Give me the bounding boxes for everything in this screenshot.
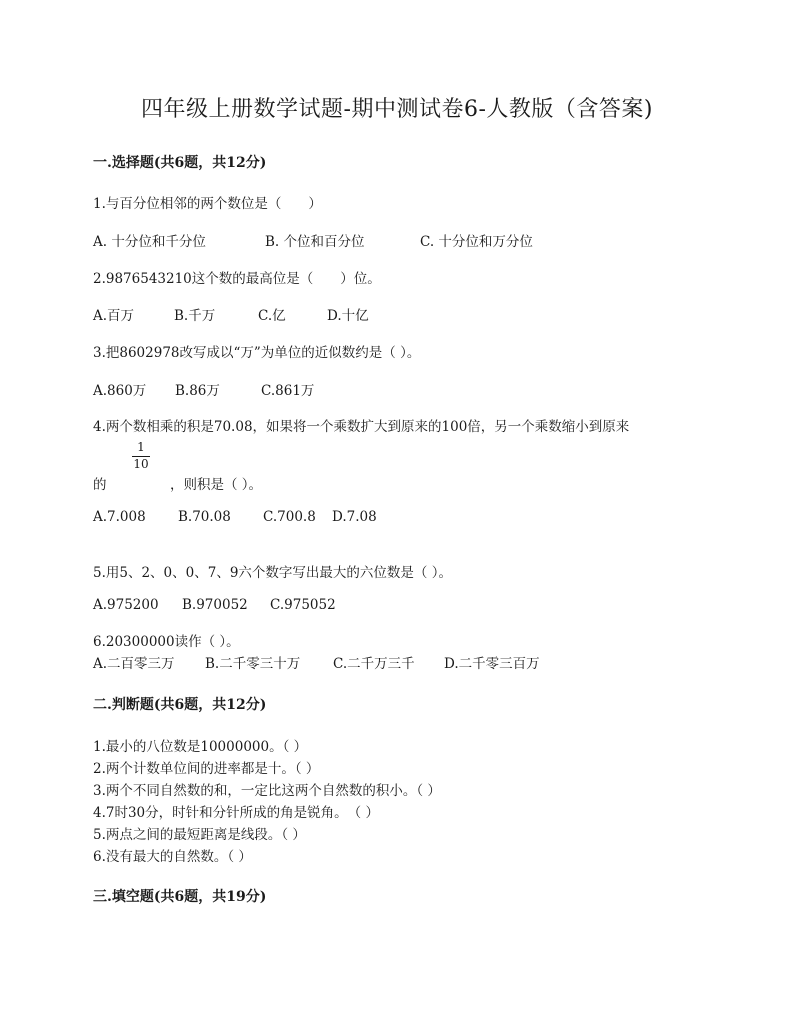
question-1-options [93,230,533,250]
option-d: D.7.08 [332,509,377,525]
option-c: C.700.8 [263,509,316,525]
question-2-stem: 2.9876543210这个数的最高位是（ ）位。 [93,271,381,287]
question-5-options [93,597,336,613]
section-heading-judgment: 二.判断题(共6题，共12分) [93,697,267,713]
option-a: A.7.008 [93,509,146,525]
option-b: B.70.08 [178,509,231,525]
option-a: A.二百零三万 [93,656,175,672]
section-heading-choice: 一.选择题(共6题，共12分) [93,155,267,171]
fraction-one-tenth: $\frac{1}{10}$ [133,440,149,471]
judgment-item: 4.7时30分，时针和分针所成的角是锐角。 （ ） [93,805,379,821]
option-c: C.975052 [270,597,336,613]
question-4-stem-after-fraction: ，则积是（ ）。 [170,477,263,493]
option-b: B.二千零三十万 [205,656,301,672]
option-a: A. 十分位和千分位 [93,234,206,250]
question-6-stem: 6.20300000读作（ ）。 [93,634,240,650]
judgment-item: 2.两个计数单位间的进率都是十。（ ） [93,761,320,777]
question-5-stem: 5.用5、2、0、0、7、9六个数字写出最大的六位数是（ ）。 [93,565,452,581]
option-b: B.970052 [182,597,248,613]
judgment-item: 1.最小的八位数是10000000。（ ） [93,739,308,755]
question-4-stem-before-fraction: 的 [93,477,107,493]
option-a: A.百万 [93,308,135,324]
question-4-stem: 4.两个数相乘的积是70.08，如果将一个乘数扩大到原来的100倍，另一个乘数缩小到原来 [93,419,630,435]
option-a: A.860万 [93,383,147,399]
judgment-item: 6.没有最大的自然数。（ ） [93,849,252,865]
option-b: B. 个位和百分位 [265,234,365,250]
question-3-options [93,379,314,399]
question-2-options [93,304,369,324]
question-4-options [93,509,377,525]
option-d: D.十亿 [327,308,369,324]
question-1-stem: 1.与百分位相邻的两个数位是（ ） [93,196,322,212]
option-d: D.二千零三百万 [444,656,540,672]
option-c: C. 十分位和万分位 [420,234,533,250]
judgment-item: 5.两点之间的最短距离是线段。（ ） [93,827,306,843]
option-c: C.亿 [258,308,286,324]
question-3-stem: 3.把8602978改写成以“万”为单位的近似数约是（ ）。 [93,345,421,361]
page-title: 四年级上册数学试题-期中测试卷6-人教版（含答案) [141,97,653,122]
judgment-item: 3.两个不同自然数的和，一定比这两个自然数的积小。（ ） [93,783,441,799]
option-b: B.千万 [174,308,216,324]
option-c: C.二千万三千 [333,656,415,672]
option-b: B.86万 [175,383,220,399]
option-c: C.861万 [261,383,315,399]
section-heading-fill-in: 三.填空题(共6题，共19分) [93,889,267,905]
question-6-options [93,652,540,672]
option-a: A.975200 [93,597,159,613]
